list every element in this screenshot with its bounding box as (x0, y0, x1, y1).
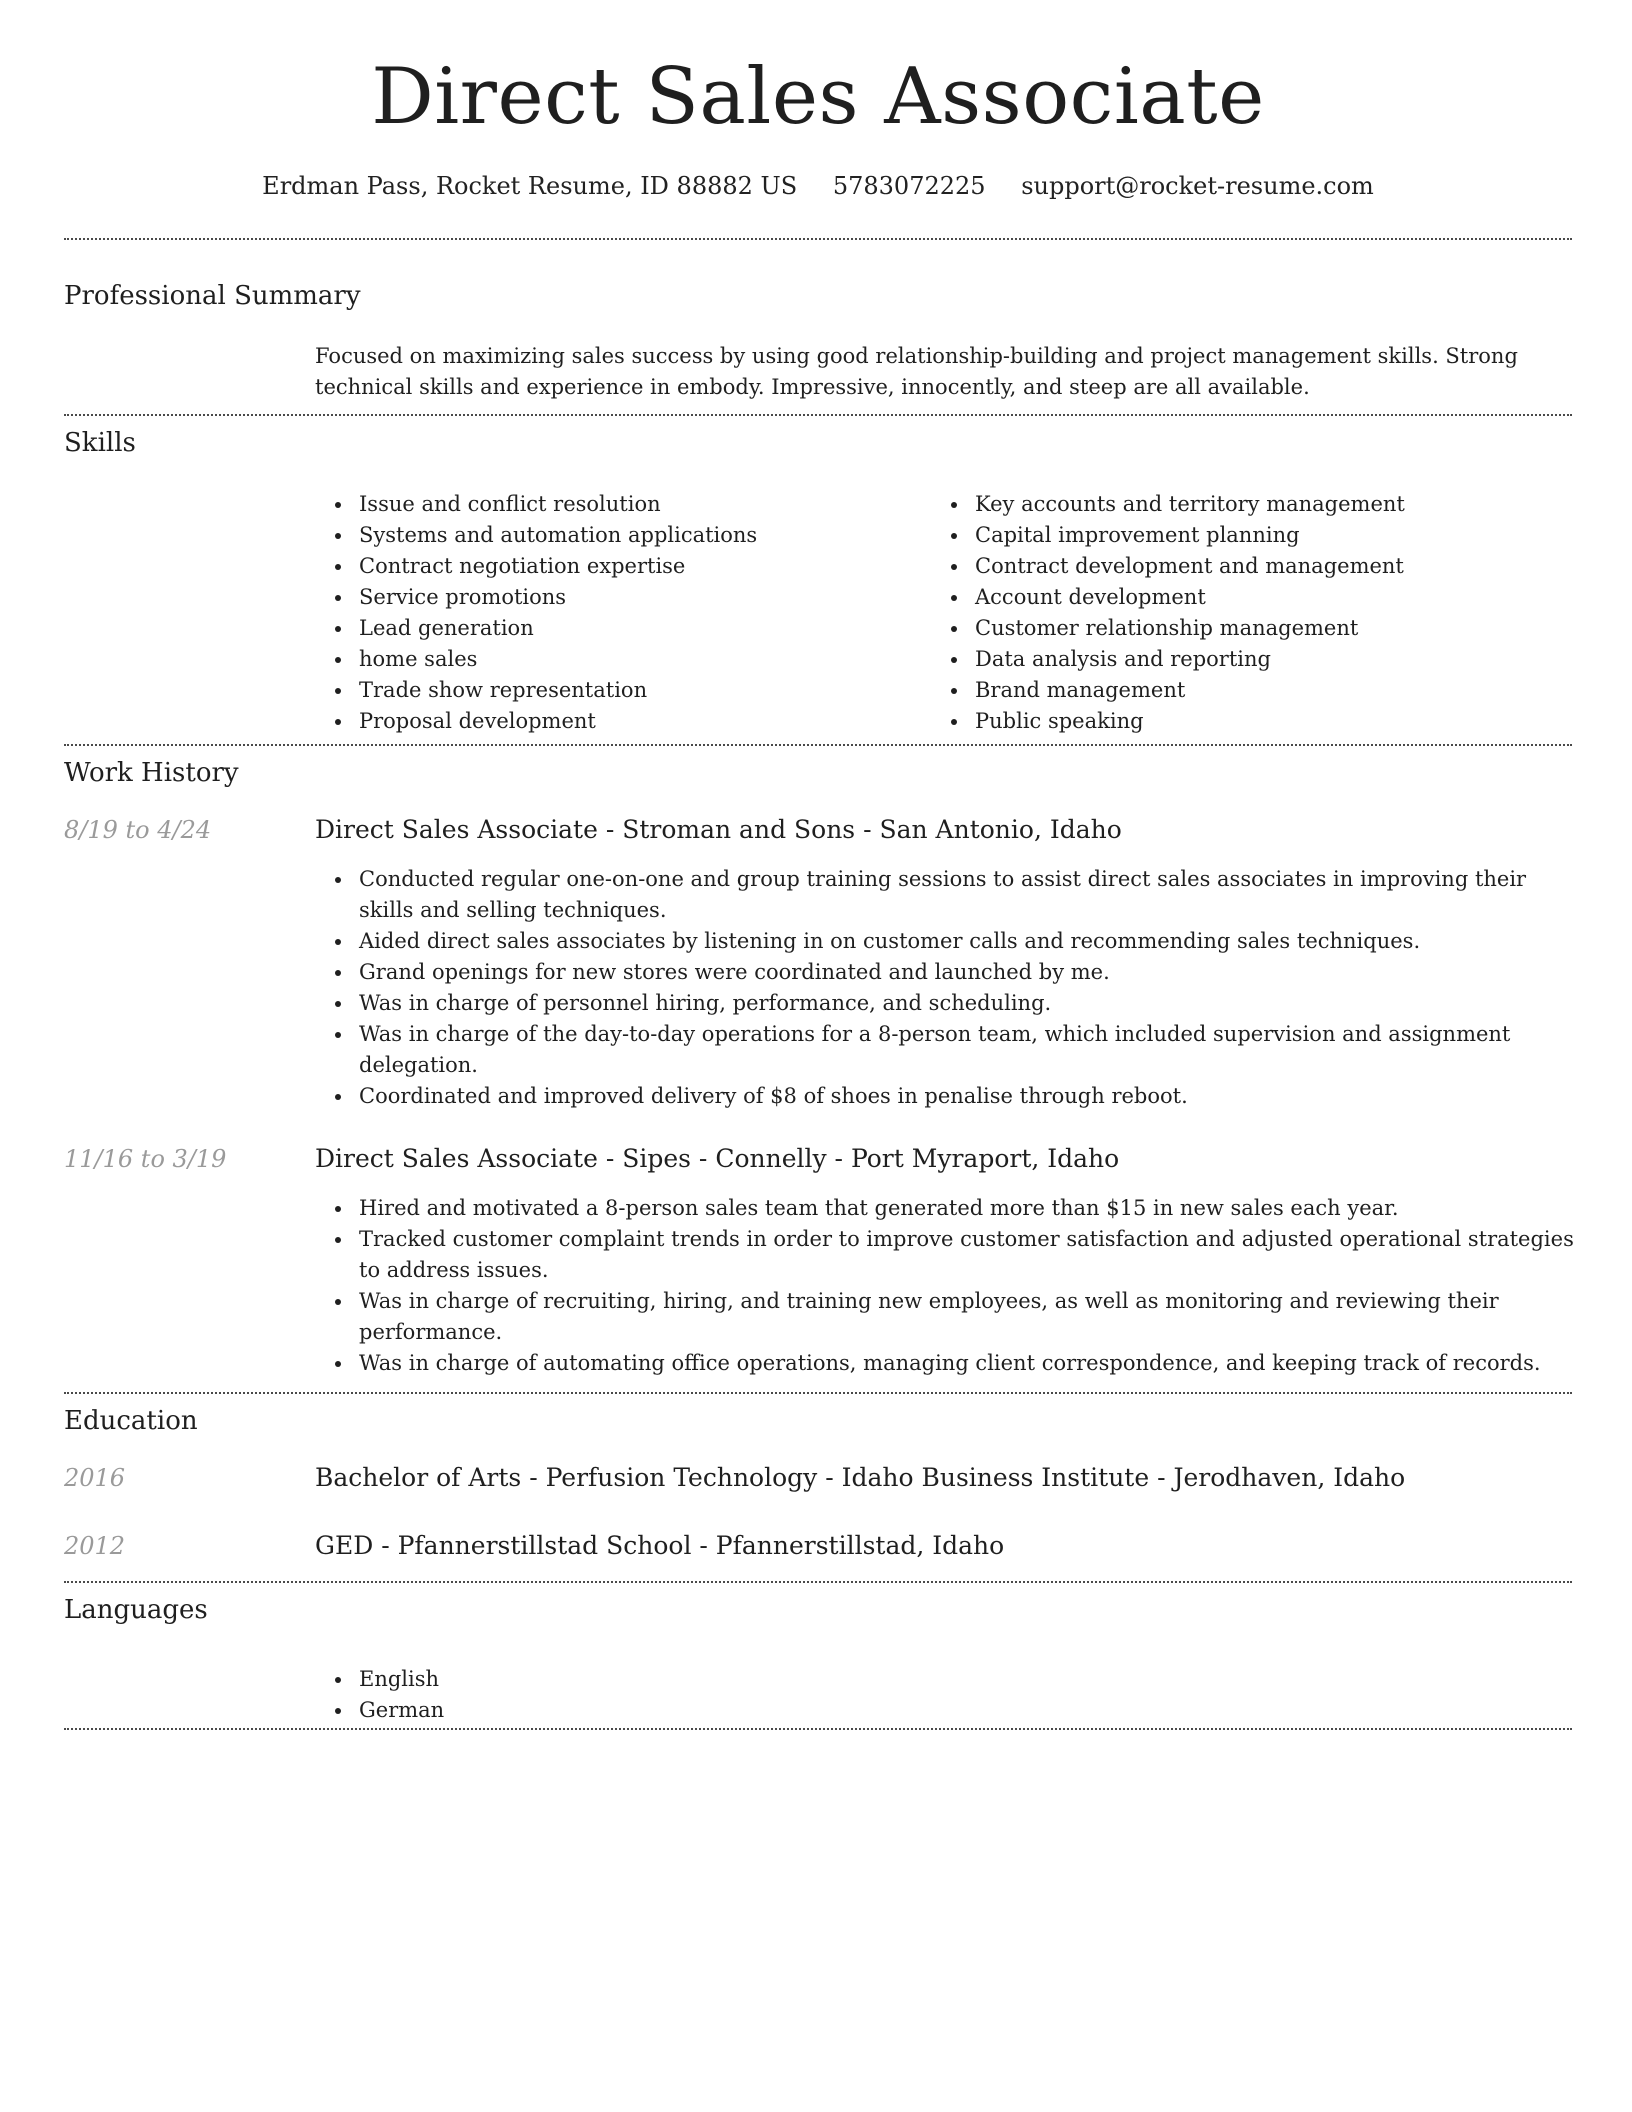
section-title-skills: Skills (64, 428, 136, 458)
skill-item: Systems and automation applications (315, 520, 915, 551)
job-bullet: Hired and motivated a 8-person sales team that generated more than $15 in new sales each year. (315, 1193, 1575, 1224)
divider (64, 744, 1572, 746)
divider (64, 1581, 1572, 1583)
skills-list-left (315, 489, 915, 737)
skill-item: Key accounts and territory management (931, 489, 1531, 520)
divider (64, 238, 1572, 240)
skill-item: Account development (931, 582, 1531, 613)
skill-item: Contract development and management (931, 551, 1531, 582)
section-title-education: Education (64, 1406, 198, 1436)
job-bullets (315, 1193, 1575, 1379)
skill-item: Contract negotiation expertise (315, 551, 915, 582)
skill-item: Brand management (931, 675, 1531, 706)
skills-list-right (931, 489, 1531, 737)
resume-page (64, 0, 1572, 2112)
language-item: English (315, 1664, 915, 1695)
job-bullet: Was in charge of personnel hiring, performance, and scheduling. (315, 988, 1575, 1019)
job-bullet: Was in charge of recruiting, hiring, and training new employees, as well as monitoring and reviewing their performance. (315, 1286, 1575, 1348)
skill-item: Data analysis and reporting (931, 644, 1531, 675)
job-heading: Direct Sales Associate - Sipes - Connelly - Port Myraport, Idaho (315, 1144, 1120, 1173)
divider (64, 414, 1572, 416)
job-bullet: Grand openings for new stores were coordinated and launched by me. (315, 957, 1575, 988)
skill-item: Public speaking (931, 706, 1531, 737)
skill-item: Customer relationship management (931, 613, 1531, 644)
skill-item: Service promotions (315, 582, 915, 613)
skill-item: Proposal development (315, 706, 915, 737)
education-entry: Bachelor of Arts - Perfusion Technology - Idaho Business Institute - Jerodhaven, Idaho (315, 1463, 1406, 1492)
section-title-languages: Languages (64, 1595, 208, 1625)
phone: 5783072225 (832, 172, 986, 200)
skill-item: home sales (315, 644, 915, 675)
contact-line (64, 172, 1572, 200)
address: Erdman Pass, Rocket Resume, ID 88882 US (262, 172, 798, 200)
job-bullet: Conducted regular one-on-one and group training sessions to assist direct sales associates in improving their skills and selling techniques. (315, 864, 1575, 926)
resume-name: Direct Sales Associate (371, 52, 1265, 142)
section-title-work: Work History (64, 758, 239, 788)
skill-item: Issue and conflict resolution (315, 489, 915, 520)
languages-list (315, 1664, 915, 1726)
language-item: German (315, 1695, 915, 1726)
job-dates: 11/16 to 3/19 (64, 1145, 227, 1173)
education-entry: GED - Pfannerstillstad School - Pfannerstillstad, Idaho (315, 1531, 1005, 1560)
skill-item: Capital improvement planning (931, 520, 1531, 551)
education-year: 2016 (64, 1464, 126, 1492)
divider (64, 1392, 1572, 1394)
divider (64, 1728, 1572, 1730)
section-title-summary: Professional Summary (64, 281, 361, 311)
skill-item: Trade show representation (315, 675, 915, 706)
job-bullet: Coordinated and improved delivery of $8 of shoes in penalise through reboot. (315, 1081, 1575, 1112)
summary-text: Focused on maximizing sales success by using good relationship-building and project management skills. Strong technical skills and experience in embody. Impressive, innocently, and steep are all available. (315, 344, 1518, 399)
job-bullets (315, 864, 1575, 1112)
education-year: 2012 (64, 1532, 126, 1560)
email: support@rocket-resume.com (1021, 172, 1374, 200)
job-bullet: Tracked customer complaint trends in order to improve customer satisfaction and adjusted operational strategies to address issues. (315, 1224, 1575, 1286)
job-bullet: Was in charge of automating office operations, managing client correspondence, and keeping track of records. (315, 1348, 1575, 1379)
job-dates: 8/19 to 4/24 (64, 816, 212, 844)
job-bullet: Aided direct sales associates by listening in on customer calls and recommending sales techniques. (315, 926, 1575, 957)
job-heading: Direct Sales Associate - Stroman and Sons - San Antonio, Idaho (315, 815, 1122, 844)
job-bullet: Was in charge of the day-to-day operations for a 8-person team, which included supervision and assignment delegation. (315, 1019, 1575, 1081)
skill-item: Lead generation (315, 613, 915, 644)
